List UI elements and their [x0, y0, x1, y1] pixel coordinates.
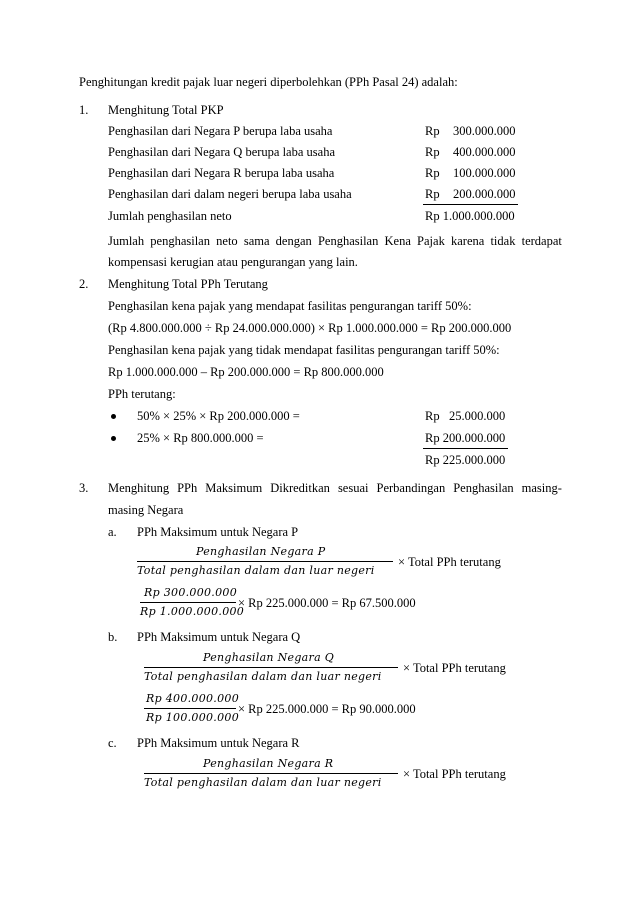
word: PPh [177, 481, 198, 495]
formula-numerator: Penghasilan Negara Q [203, 651, 335, 664]
word: neto [216, 234, 238, 248]
income-label: Penghasilan dari dalam negeri berupa laba usaha [108, 187, 352, 201]
bullet-text: 50% × 25% × Rp 200.000.000 = [137, 409, 300, 423]
income-amount: 300.000.000 [453, 124, 516, 138]
word: tidak [490, 234, 516, 248]
formula-denominator: Total penghasilan dalam dan luar negeri [144, 670, 382, 683]
word: Penghasilan [453, 481, 514, 495]
section-3-title-line-2: masing Negara [108, 503, 184, 517]
calc-denominator: Rp 1.000.000.000 [140, 605, 245, 618]
pph-total-amount: Rp 225.000.000 [425, 453, 506, 467]
text-line: PPh terutang: [108, 387, 176, 401]
income-currency: Rp [425, 166, 440, 180]
income-label: Penghasilan dari Negara P berupa laba usaha [108, 124, 333, 138]
sum-underline [423, 448, 508, 449]
bullet-icon [111, 414, 116, 419]
word: Kena [384, 234, 411, 248]
income-amount: 400.000.000 [453, 145, 516, 159]
fraction-bar [144, 667, 398, 668]
bullet-text: 25% × Rp 800.000.000 = [137, 431, 264, 445]
formula-multiplier: × Total PPh terutang [403, 661, 506, 675]
note-line-2: kompensasi kerugian atau pengurangan yang lain. [108, 255, 358, 269]
word: dengan [275, 234, 312, 248]
text-line: Rp 1.000.000.000 – Rp 200.000.000 = Rp 800.000.000 [108, 365, 384, 379]
word: terdapat [521, 234, 562, 248]
fraction-bar [140, 602, 236, 603]
sub-letter: a. [108, 525, 117, 539]
word: sama [243, 234, 270, 248]
sub-heading: PPh Maksimum untuk Negara Q [137, 630, 301, 644]
section-3-title [108, 481, 562, 495]
income-label: Penghasilan dari Negara Q berupa laba usaha [108, 145, 335, 159]
calc-result: × Rp 225.000.000 = Rp 90.000.000 [238, 702, 416, 716]
income-label: Penghasilan dari Negara R berupa laba usaha [108, 166, 335, 180]
section-2-number: 2. [79, 277, 89, 291]
formula-denominator: Total penghasilan dalam dan luar negeri [144, 776, 382, 789]
sub-heading: PPh Maksimum untuk Negara R [137, 736, 300, 750]
word: penghasilan [150, 234, 210, 248]
income-amount: 200.000.000 [453, 187, 516, 201]
income-currency: Rp [425, 145, 440, 159]
note-line-1 [108, 234, 562, 248]
sub-heading: PPh Maksimum untuk Negara P [137, 525, 299, 539]
word: Jumlah [108, 234, 145, 248]
calc-result: × Rp 225.000.000 = Rp 67.500.000 [238, 596, 416, 610]
word: Menghitung [108, 481, 170, 495]
formula-multiplier: × Total PPh terutang [398, 555, 501, 569]
formula-numerator: Penghasilan Negara P [196, 545, 326, 558]
text-line: Penghasilan kena pajak yang mendapat fasilitas pengurangan tariff 50%: [108, 299, 472, 313]
section-2-title: Menghitung Total PPh Terutang [108, 277, 268, 291]
income-currency: Rp [425, 187, 440, 201]
calc-numerator: Rp 300.000.000 [144, 586, 238, 599]
calc-numerator: Rp 400.000.000 [146, 692, 240, 705]
text-line: (Rp 4.800.000.000 ÷ Rp 24.000.000.000) × Rp 1.000.000.000 = Rp 200.000.000 [108, 321, 512, 335]
formula-multiplier: × Total PPh terutang [403, 767, 506, 781]
word: Maksimum [205, 481, 263, 495]
word: Dikreditkan [270, 481, 330, 495]
total-neto-label: Jumlah penghasilan neto [108, 209, 232, 223]
word: Perbandingan [376, 481, 446, 495]
fraction-bar [137, 561, 393, 562]
text-line: Penghasilan kena pajak yang tidak mendapat fasilitas pengurangan tariff 50%: [108, 343, 500, 357]
fraction-bar [144, 708, 236, 709]
sub-letter: b. [108, 630, 118, 644]
bullet-amount: Rp 25.000.000 [425, 409, 506, 423]
word: karena [450, 234, 485, 248]
formula-numerator: Penghasilan Negara R [203, 757, 334, 770]
word: sesuai [337, 481, 369, 495]
income-amount: 100.000.000 [453, 166, 516, 180]
bullet-amount: Rp 200.000.000 [425, 431, 506, 445]
total-neto-amount: Rp 1.000.000.000 [425, 209, 515, 223]
bullet-icon [111, 436, 116, 441]
sub-letter: c. [108, 736, 117, 750]
calc-denominator: Rp 100.000.000 [146, 711, 240, 724]
section-1-number: 1. [79, 103, 89, 117]
sum-underline [423, 204, 518, 205]
formula-denominator: Total penghasilan dalam dan luar negeri [137, 564, 375, 577]
word: Pajak [417, 234, 445, 248]
word: Penghasilan [317, 234, 379, 248]
section-1-title: Menghitung Total PKP [108, 103, 224, 117]
section-3-number: 3. [79, 481, 89, 495]
intro-text: Penghitungan kredit pajak luar negeri diperbolehkan (PPh Pasal 24) adalah: [79, 75, 458, 89]
fraction-bar [144, 773, 398, 774]
word: masing- [521, 481, 562, 495]
income-currency: Rp [425, 124, 440, 138]
